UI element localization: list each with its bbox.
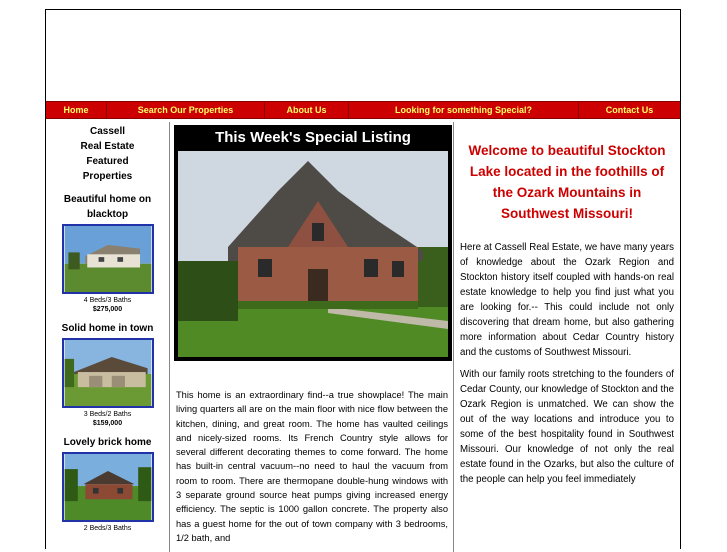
main-nav [46,101,680,119]
property-photo-2[interactable] [62,338,154,408]
property-beds: 3 Beds/2 Baths [83,411,132,418]
nav-search-properties[interactable]: Search Our Properties [107,102,265,118]
featured-heading: Cassell Real Estate Featured Properties [80,126,135,182]
property-photo-3[interactable] [62,452,154,522]
property-photo-1[interactable] [62,224,154,294]
property-beds: 2 Beds/3 Baths [83,525,132,532]
featured-sidebar [46,122,170,552]
property-title[interactable]: Beautiful home on blacktop [63,194,152,220]
property-title[interactable]: Lovely brick home [63,437,152,448]
property-price: $275,000 [92,306,123,313]
welcome-paragraph-2: With our family roots stretching to the founders of Cedar County, our knowledge of Stockton and the Ozark Region is unmatched. We can show the out of the way locations and introduce you to some of the best hospitality found in Southwest Missouri. Our knowledge of not only the real estate found in the Ozarks, but also the culture of the people can help you feel immediately [460,369,674,485]
property-card-1[interactable] [46,192,169,313]
special-listing-box [174,125,452,361]
property-title[interactable]: Solid home in town [61,323,154,334]
special-listing-title: This Week's Special Listing [215,129,411,146]
welcome-heading: Welcome to beautiful Stockton Lake located in the foothills of the Ozark Mountains in Southwest Missouri! [468,143,666,221]
property-price: $159,000 [92,420,123,427]
special-listing-description: This home is an extraordinary find--a true showplace! The main living quarters all are on the main floor with nice flow between the kitchen, dining, and great room. The home has vaulted ceilings and nicely-sized rooms. Its French Country style allows for several different decorating themes to come forward. The home has built-in central vacuum--no need to haul the vacuum from room to room. There are thermopane double-hung windows with 3 separate ground source heat pumps giving increased energy efficiency. The septic is 1000 gallon concrete. The property also has a guest home for the out of town company with 3 bedrooms, 1/2 bath, and [176,390,448,543]
page-frame [45,9,681,549]
property-card-2[interactable] [46,321,169,427]
special-listing-column [170,122,454,552]
nav-home[interactable]: Home [46,102,107,118]
welcome-paragraph-1: Here at Cassell Real Estate, we have many years of knowledge about the Ozark Region and Stockton history itself coupled with hands-on real estate knowledge to help you find just what you are looking for.-- This could include not only discovering that dream home, but also gathering more information about Cedar Country history and the customs of Southwest Missouri. [460,242,674,358]
nav-looking-special[interactable]: Looking for something Special? [349,102,579,118]
welcome-column [454,122,680,552]
property-card-3[interactable] [46,435,169,532]
special-listing-photo[interactable] [178,151,448,357]
nav-contact-us[interactable]: Contact Us [605,105,654,115]
nav-about-us[interactable]: About Us [265,102,349,118]
header-banner [46,10,680,100]
property-beds: 4 Beds/3 Baths [83,297,132,304]
